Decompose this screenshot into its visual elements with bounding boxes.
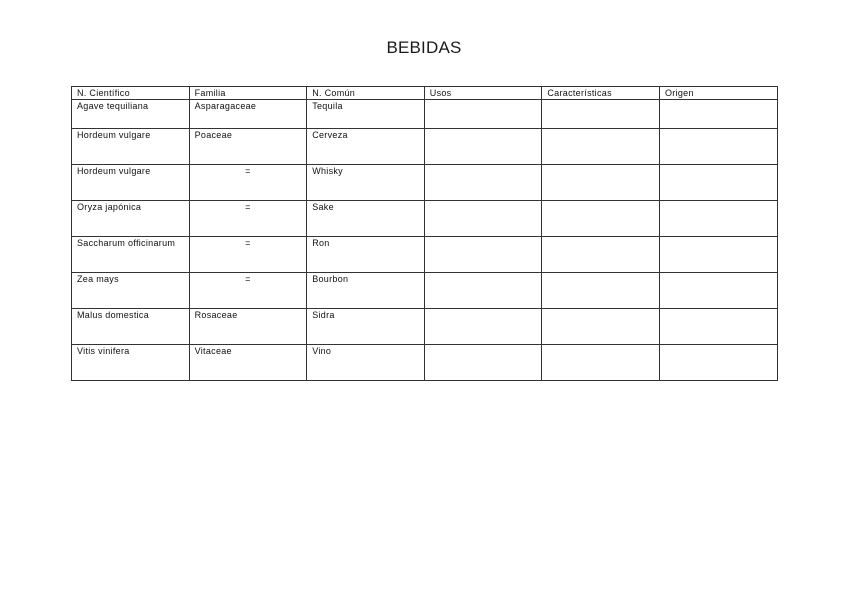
cell-family: Poaceae [189,129,307,165]
cell-family: Asparagaceae [189,100,307,129]
cell-characteristics [542,100,660,129]
table-row [72,273,778,309]
cell-uses [424,237,542,273]
cell-uses [424,273,542,309]
page-title: BEBIDAS [386,38,462,57]
cell-family: Vitaceae [189,345,307,381]
cell-common-name: Ron [307,237,425,273]
header-uses: Usos [424,87,542,100]
cell-origin [659,273,777,309]
header-origin: Origen [659,87,777,100]
cell-origin [659,201,777,237]
cell-scientific-name: Saccharum officinarum [72,237,190,273]
table-row [72,345,778,381]
cell-uses [424,129,542,165]
cell-characteristics [542,201,660,237]
cell-characteristics [542,165,660,201]
table-row [72,100,778,129]
beverages-table [71,86,778,381]
table-row [72,129,778,165]
cell-origin [659,100,777,129]
cell-common-name: Sake [307,201,425,237]
cell-scientific-name: Vitis vinifera [72,345,190,381]
cell-common-name: Cerveza [307,129,425,165]
cell-origin [659,309,777,345]
cell-characteristics [542,237,660,273]
cell-origin [659,237,777,273]
cell-characteristics [542,345,660,381]
cell-common-name: Whisky [307,165,425,201]
cell-characteristics [542,309,660,345]
cell-origin [659,345,777,381]
cell-common-name: Vino [307,345,425,381]
cell-scientific-name: Malus domestica [72,309,190,345]
cell-family: Rosaceae [189,309,307,345]
cell-uses [424,345,542,381]
cell-uses [424,165,542,201]
cell-uses [424,309,542,345]
cell-uses [424,100,542,129]
table-row [72,165,778,201]
table-row [72,201,778,237]
cell-common-name: Bourbon [307,273,425,309]
cell-uses [424,201,542,237]
cell-origin [659,129,777,165]
cell-scientific-name: Agave tequiliana [72,100,190,129]
cell-scientific-name: Hordeum vulgare [72,165,190,201]
header-scientific-name: N. Científico [72,87,190,100]
table-header-row [72,87,778,100]
header-characteristics: Características [542,87,660,100]
header-common-name: N. Común [307,87,425,100]
cell-scientific-name: Hordeum vulgare [72,129,190,165]
cell-family: = [189,201,307,237]
header-family: Familia [189,87,307,100]
table-row [72,309,778,345]
table-row [72,237,778,273]
cell-scientific-name: Zea mays [72,273,190,309]
cell-characteristics [542,273,660,309]
cell-family: = [189,273,307,309]
cell-scientific-name: Oryza japónica [72,201,190,237]
cell-common-name: Sidra [307,309,425,345]
cell-family: = [189,165,307,201]
cell-characteristics [542,129,660,165]
cell-common-name: Tequila [307,100,425,129]
cell-family: = [189,237,307,273]
cell-origin [659,165,777,201]
